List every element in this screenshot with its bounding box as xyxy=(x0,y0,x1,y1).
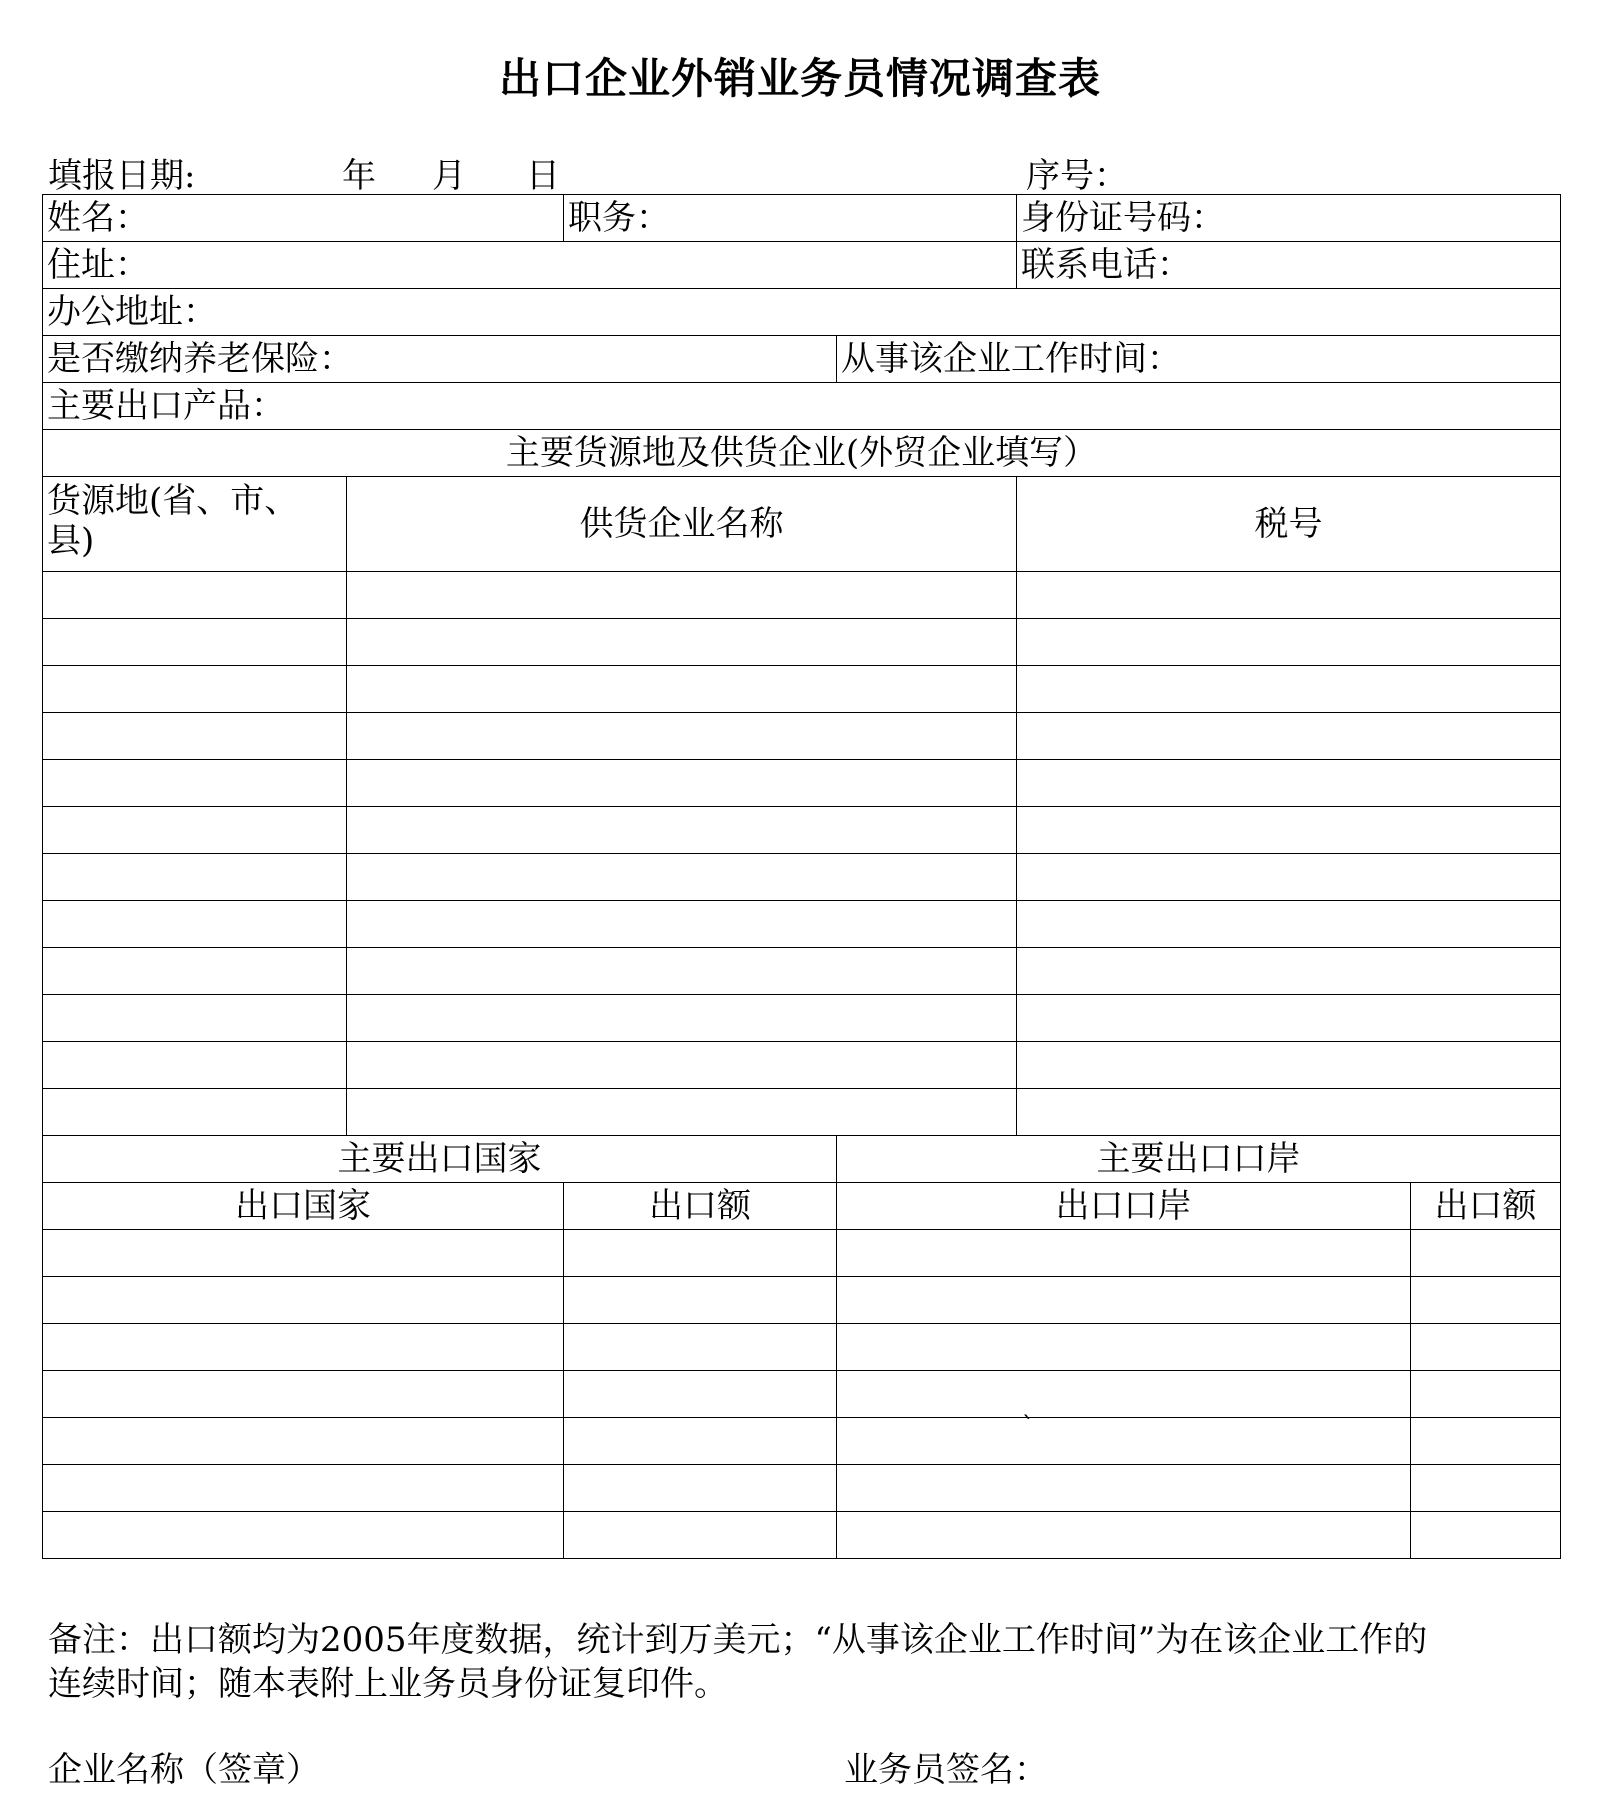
source-origin-header: 货源地(省、市、县) xyxy=(43,477,347,572)
supply-row xyxy=(43,901,1561,948)
tax-number-cell[interactable] xyxy=(1017,619,1561,666)
tax-number-cell[interactable] xyxy=(1017,854,1561,901)
country-amount-cell[interactable] xyxy=(564,1418,837,1465)
supply-row xyxy=(43,760,1561,807)
supplier-name-header: 供货企业名称 xyxy=(347,477,1017,572)
position-field[interactable]: 职务： xyxy=(564,195,1017,242)
port-amount-header: 出口额 xyxy=(1411,1183,1561,1230)
source-origin-cell[interactable] xyxy=(43,995,347,1042)
supply-row xyxy=(43,995,1561,1042)
name-field[interactable]: 姓名： xyxy=(43,195,564,242)
supply-row xyxy=(43,1089,1561,1136)
supplier-name-cell[interactable] xyxy=(347,807,1017,854)
source-origin-cell[interactable] xyxy=(43,948,347,995)
country-amount-cell[interactable] xyxy=(564,1371,837,1418)
supplier-name-cell[interactable] xyxy=(347,760,1017,807)
port-amount-cell[interactable] xyxy=(1411,1512,1561,1559)
source-origin-cell[interactable] xyxy=(43,807,347,854)
supply-row xyxy=(43,619,1561,666)
export-row xyxy=(43,1465,1561,1512)
survey-table xyxy=(42,194,1561,1559)
tax-number-cell[interactable] xyxy=(1017,807,1561,854)
supply-row xyxy=(43,713,1561,760)
export-port-cell[interactable] xyxy=(837,1277,1411,1324)
supply-row xyxy=(43,1042,1561,1089)
salesperson-signature-label: 业务员签名： xyxy=(844,1750,1048,1790)
country-amount-cell[interactable] xyxy=(564,1324,837,1371)
export-port-header: 出口口岸 xyxy=(837,1183,1411,1230)
ports-section-title: 主要出口口岸 xyxy=(837,1136,1561,1183)
export-country-cell[interactable] xyxy=(43,1418,564,1465)
export-port-cell[interactable] xyxy=(837,1512,1411,1559)
month-label: 月 xyxy=(432,156,466,196)
serial-label: 序号： xyxy=(1026,156,1128,196)
country-amount-cell[interactable] xyxy=(564,1277,837,1324)
pension-field[interactable]: 是否缴纳养老保险： xyxy=(43,336,837,383)
export-row xyxy=(43,1371,1561,1418)
main-products-field[interactable]: 主要出口产品： xyxy=(43,383,1561,430)
export-port-cell[interactable] xyxy=(837,1230,1411,1277)
supply-row xyxy=(43,666,1561,713)
source-origin-cell[interactable] xyxy=(43,1042,347,1089)
source-origin-cell[interactable] xyxy=(43,666,347,713)
remarks-note: 备注：出口额均为2005年度数据，统计到万美元；“从事该企业工作时间”为在该企业工作的连续时间；随本表附上业务员身份证复印件。 xyxy=(48,1620,1428,1704)
export-port-cell[interactable] xyxy=(837,1371,1411,1418)
supply-row xyxy=(43,807,1561,854)
export-row xyxy=(43,1230,1561,1277)
export-country-cell[interactable] xyxy=(43,1277,564,1324)
supply-row xyxy=(43,948,1561,995)
source-origin-cell[interactable] xyxy=(43,572,347,619)
export-country-header: 出口国家 xyxy=(43,1183,564,1230)
country-amount-cell[interactable] xyxy=(564,1512,837,1559)
export-port-cell[interactable] xyxy=(837,1465,1411,1512)
export-country-cell[interactable] xyxy=(43,1371,564,1418)
country-amount-cell[interactable] xyxy=(564,1230,837,1277)
phone-field[interactable]: 联系电话： xyxy=(1017,242,1561,289)
supply-row xyxy=(43,854,1561,901)
supplier-name-cell[interactable] xyxy=(347,619,1017,666)
date-label: 填报日期: xyxy=(48,156,196,196)
supply-section-title: 主要货源地及供货企业(外贸企业填写） xyxy=(43,430,1561,477)
export-country-cell[interactable] xyxy=(43,1230,564,1277)
supplier-name-cell[interactable] xyxy=(347,1042,1017,1089)
export-country-cell[interactable] xyxy=(43,1465,564,1512)
export-port-cell[interactable] xyxy=(837,1324,1411,1371)
tax-number-cell[interactable] xyxy=(1017,760,1561,807)
source-origin-cell[interactable] xyxy=(43,760,347,807)
export-country-cell[interactable] xyxy=(43,1324,564,1371)
export-row xyxy=(43,1512,1561,1559)
tax-number-cell[interactable] xyxy=(1017,572,1561,619)
port-amount-cell[interactable] xyxy=(1411,1371,1561,1418)
export-row xyxy=(43,1324,1561,1371)
tax-number-cell[interactable] xyxy=(1017,1089,1561,1136)
office-address-field[interactable]: 办公地址： xyxy=(43,289,1561,336)
address-field[interactable]: 住址： xyxy=(43,242,1017,289)
supplier-name-cell[interactable] xyxy=(347,1089,1017,1136)
port-amount-cell[interactable] xyxy=(1411,1418,1561,1465)
source-origin-cell[interactable] xyxy=(43,713,347,760)
export-row xyxy=(43,1277,1561,1324)
supplier-name-cell[interactable] xyxy=(347,948,1017,995)
export-rows xyxy=(43,1230,1561,1559)
port-amount-cell[interactable] xyxy=(1411,1277,1561,1324)
supply-row xyxy=(43,572,1561,619)
supplier-name-cell[interactable] xyxy=(347,995,1017,1042)
supplier-name-cell[interactable] xyxy=(347,666,1017,713)
tax-number-cell[interactable] xyxy=(1017,1042,1561,1089)
countries-section-title: 主要出口国家 xyxy=(43,1136,837,1183)
form-title: 出口企业外销业务员情况调查表 xyxy=(498,54,1101,103)
country-amount-header: 出口额 xyxy=(564,1183,837,1230)
tax-number-cell[interactable] xyxy=(1017,948,1561,995)
supplier-name-cell[interactable] xyxy=(347,572,1017,619)
tax-number-cell[interactable] xyxy=(1017,901,1561,948)
tax-number-cell[interactable] xyxy=(1017,995,1561,1042)
tenure-field[interactable]: 从事该企业工作时间： xyxy=(837,336,1561,383)
source-origin-cell[interactable] xyxy=(43,854,347,901)
port-amount-cell[interactable] xyxy=(1411,1465,1561,1512)
supply-rows xyxy=(43,572,1561,1136)
supplier-name-cell[interactable] xyxy=(347,854,1017,901)
country-amount-cell[interactable] xyxy=(564,1465,837,1512)
year-label: 年 xyxy=(342,156,376,196)
port-amount-cell[interactable] xyxy=(1411,1324,1561,1371)
supplier-name-cell[interactable] xyxy=(347,901,1017,948)
tax-number-cell[interactable] xyxy=(1017,713,1561,760)
export-country-cell[interactable] xyxy=(43,1512,564,1559)
tax-number-cell[interactable] xyxy=(1017,666,1561,713)
supplier-name-cell[interactable] xyxy=(347,713,1017,760)
source-origin-cell[interactable] xyxy=(43,619,347,666)
stray-mark: ` xyxy=(1022,1412,1034,1440)
port-amount-cell[interactable] xyxy=(1411,1230,1561,1277)
source-origin-cell[interactable] xyxy=(43,1089,347,1136)
id-number-field[interactable]: 身份证号码： xyxy=(1017,195,1561,242)
day-label: 日 xyxy=(526,156,560,196)
tax-number-header: 税号 xyxy=(1017,477,1561,572)
company-name-label: 企业名称（签章） xyxy=(48,1750,320,1790)
export-port-cell[interactable] xyxy=(837,1418,1411,1465)
export-row xyxy=(43,1418,1561,1465)
source-origin-cell[interactable] xyxy=(43,901,347,948)
